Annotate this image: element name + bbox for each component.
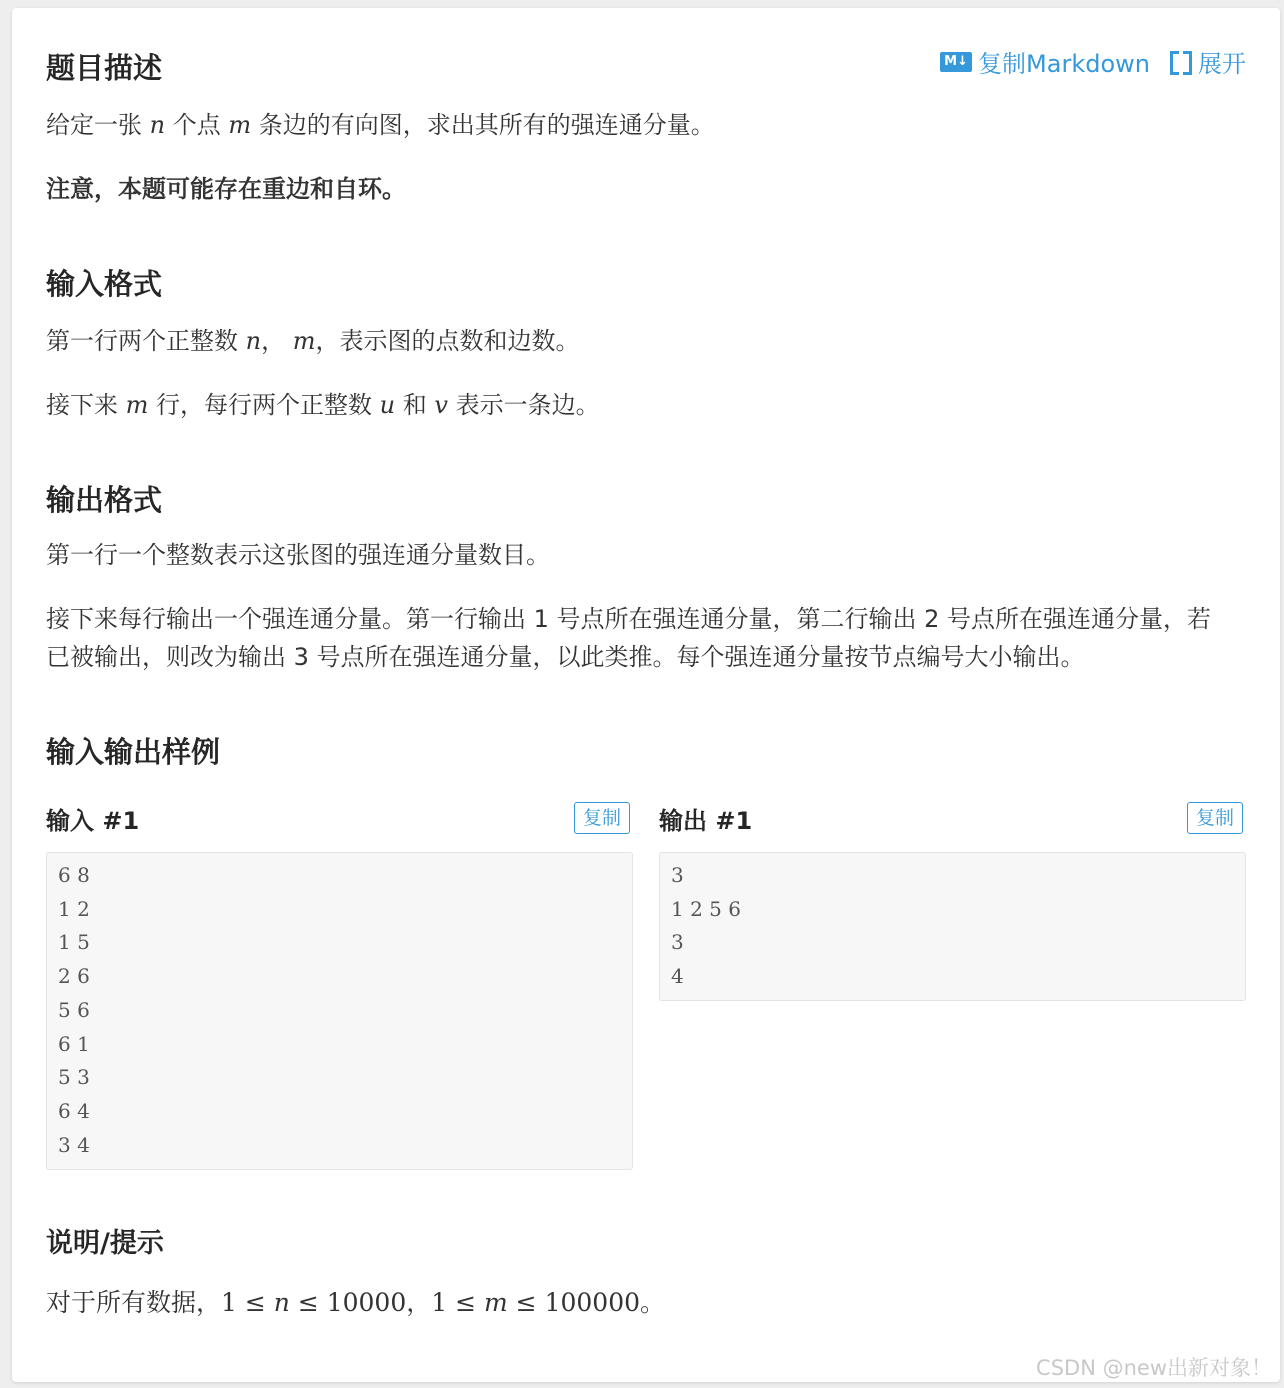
sample-output-box[interactable]: 3 1 2 5 6 3 4 [659,852,1246,1001]
sample-input-box[interactable]: 6 8 1 2 1 5 2 6 5 6 6 1 5 3 6 4 3 4 [46,852,633,1170]
text-fragment: ，表示图的点数和边数。 [315,327,580,355]
text-fragment: 接下来 [46,391,126,419]
copy-markdown-link[interactable] [940,44,1150,79]
text-fragment: ， [261,327,293,355]
math-var: m [228,111,252,139]
output-format-line-2: 接下来每行输出一个强连通分量。第一行输出 1 号点所在强连通分量，第二行输出 2 号点所在强连通分量，若已被输出，则改为输出 3 号点所在强连通分量，以此类推。每个强连通分量按节点编号大小输出。 [46,605,1212,671]
output-format-line-1: 第一行一个整数表示这张图的强连通分量数目。 [46,541,550,569]
input-format-line-2 [46,386,1226,424]
math-var: m [292,327,316,355]
copy-output-button[interactable]: 复制 [1187,802,1243,834]
text-fragment: 和 [395,391,435,419]
section-title-input-format: 输入格式 [46,267,163,301]
math-expr: 1 ≤ [431,1288,485,1317]
text-fragment: 条边的有向图，求出其所有的强连通分量。 [251,111,715,139]
sample-output-title: 输出 #1 [659,807,753,835]
math-var: v [434,391,448,419]
header-actions [940,44,1246,79]
description-text [46,106,1226,144]
text-fragment: ， [406,1288,432,1317]
description-note: 注意，本题可能存在重边和自环。 [46,175,406,203]
input-format-line-1 [46,322,1226,360]
text-fragment: 表示一条边。 [447,391,600,419]
math-var: m [125,391,149,419]
text-fragment: 第一行两个正整数 [46,327,246,355]
copy-markdown-label: 复制Markdown [978,50,1150,78]
expand-icon [1170,51,1192,73]
math-var: n [149,111,166,139]
math-expr: ≤ 10000 [289,1288,407,1317]
problem-card [12,8,1280,1382]
markdown-icon: M↓ [940,52,972,72]
math-expr: 1 ≤ [221,1288,274,1317]
math-expr: ≤ 100000 [507,1288,641,1317]
text-fragment: 。 [640,1288,666,1317]
math-var: u [379,391,396,419]
section-title-samples: 输入输出样例 [46,735,221,769]
section-title-hint: 说明/提示 [46,1228,164,1259]
section-title-description: 题目描述 [46,51,163,85]
hint-text [46,1284,1226,1322]
math-var: n [245,327,262,355]
sample-input-title: 输入 #1 [46,807,140,835]
text-fragment: 行，每行两个正整数 [148,391,380,419]
section-title-output-format: 输出格式 [46,483,163,517]
text-fragment: 对于所有数据， [46,1288,222,1317]
watermark: CSDN @new出新对象！ [1036,1356,1272,1380]
text-fragment: 给定一张 [46,111,150,139]
math-var: n [273,1288,290,1317]
math-var: m [484,1288,508,1317]
expand-label: 展开 [1198,50,1246,78]
expand-link[interactable] [1170,44,1246,79]
text-fragment: 个点 [165,111,229,139]
copy-input-button[interactable]: 复制 [574,802,630,834]
